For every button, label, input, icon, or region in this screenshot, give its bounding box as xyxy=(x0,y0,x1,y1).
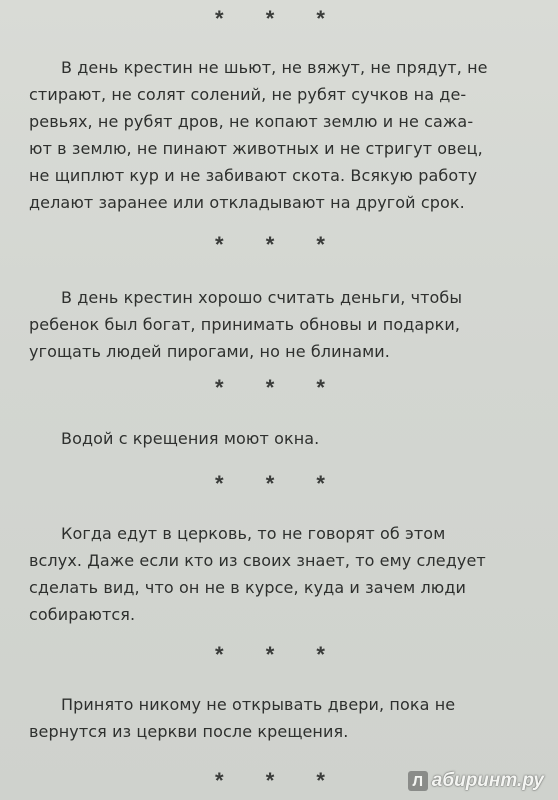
separator-stars: * * * xyxy=(215,232,343,257)
separator-stars: * * * xyxy=(215,6,343,31)
separator-stars: * * * xyxy=(215,768,343,793)
watermark-text: абиринт.ру xyxy=(431,770,544,791)
separator-stars: * * * xyxy=(215,642,343,667)
text-line: не щиплют кур и не забивают скота. Всякую работу xyxy=(29,166,478,185)
text-line: сделать вид, что он не в курсе, куда и зачем люди xyxy=(29,578,467,597)
text-line: Водой с крещения моют окна. xyxy=(61,429,320,448)
text-line: собираются. xyxy=(29,605,136,624)
labirint-watermark xyxy=(408,770,544,792)
text-line: вслух. Даже если кто из своих знает, то ему следует xyxy=(29,551,486,570)
text-line: ребенок был богат, принимать обновы и подарки, xyxy=(29,315,461,334)
labirint-logo-icon: Л xyxy=(408,771,428,791)
text-line: ревьях, не рубят дров, не копают землю и не сажа- xyxy=(29,112,474,131)
separator-stars: * * * xyxy=(215,375,343,400)
text-line: Когда едут в церковь, то не говорят об этом xyxy=(61,524,446,543)
text-line: стирают, не солят солений, не рубят сучков на де- xyxy=(29,85,467,104)
text-line: ют в землю, не пинают животных и не стригут овец, xyxy=(29,139,483,158)
text-line: Принято никому не открывать двери, пока не xyxy=(61,695,456,714)
text-line: В день крестин хорошо считать деньги, чтобы xyxy=(61,288,463,307)
paragraph-5 xyxy=(29,691,537,745)
paragraph-4 xyxy=(29,520,537,628)
paragraph-3 xyxy=(29,425,537,452)
separator-stars: * * * xyxy=(215,471,343,496)
text-line: делают заранее или откладывают на другой срок. xyxy=(29,193,465,212)
text-line: вернутся из церкви после крещения. xyxy=(29,722,349,741)
paragraph-1 xyxy=(29,54,537,216)
text-line: угощать людей пирогами, но не блинами. xyxy=(29,342,390,361)
paragraph-2 xyxy=(29,284,537,365)
text-line: В день крестин не шьют, не вяжут, не прядут, не xyxy=(61,58,488,77)
